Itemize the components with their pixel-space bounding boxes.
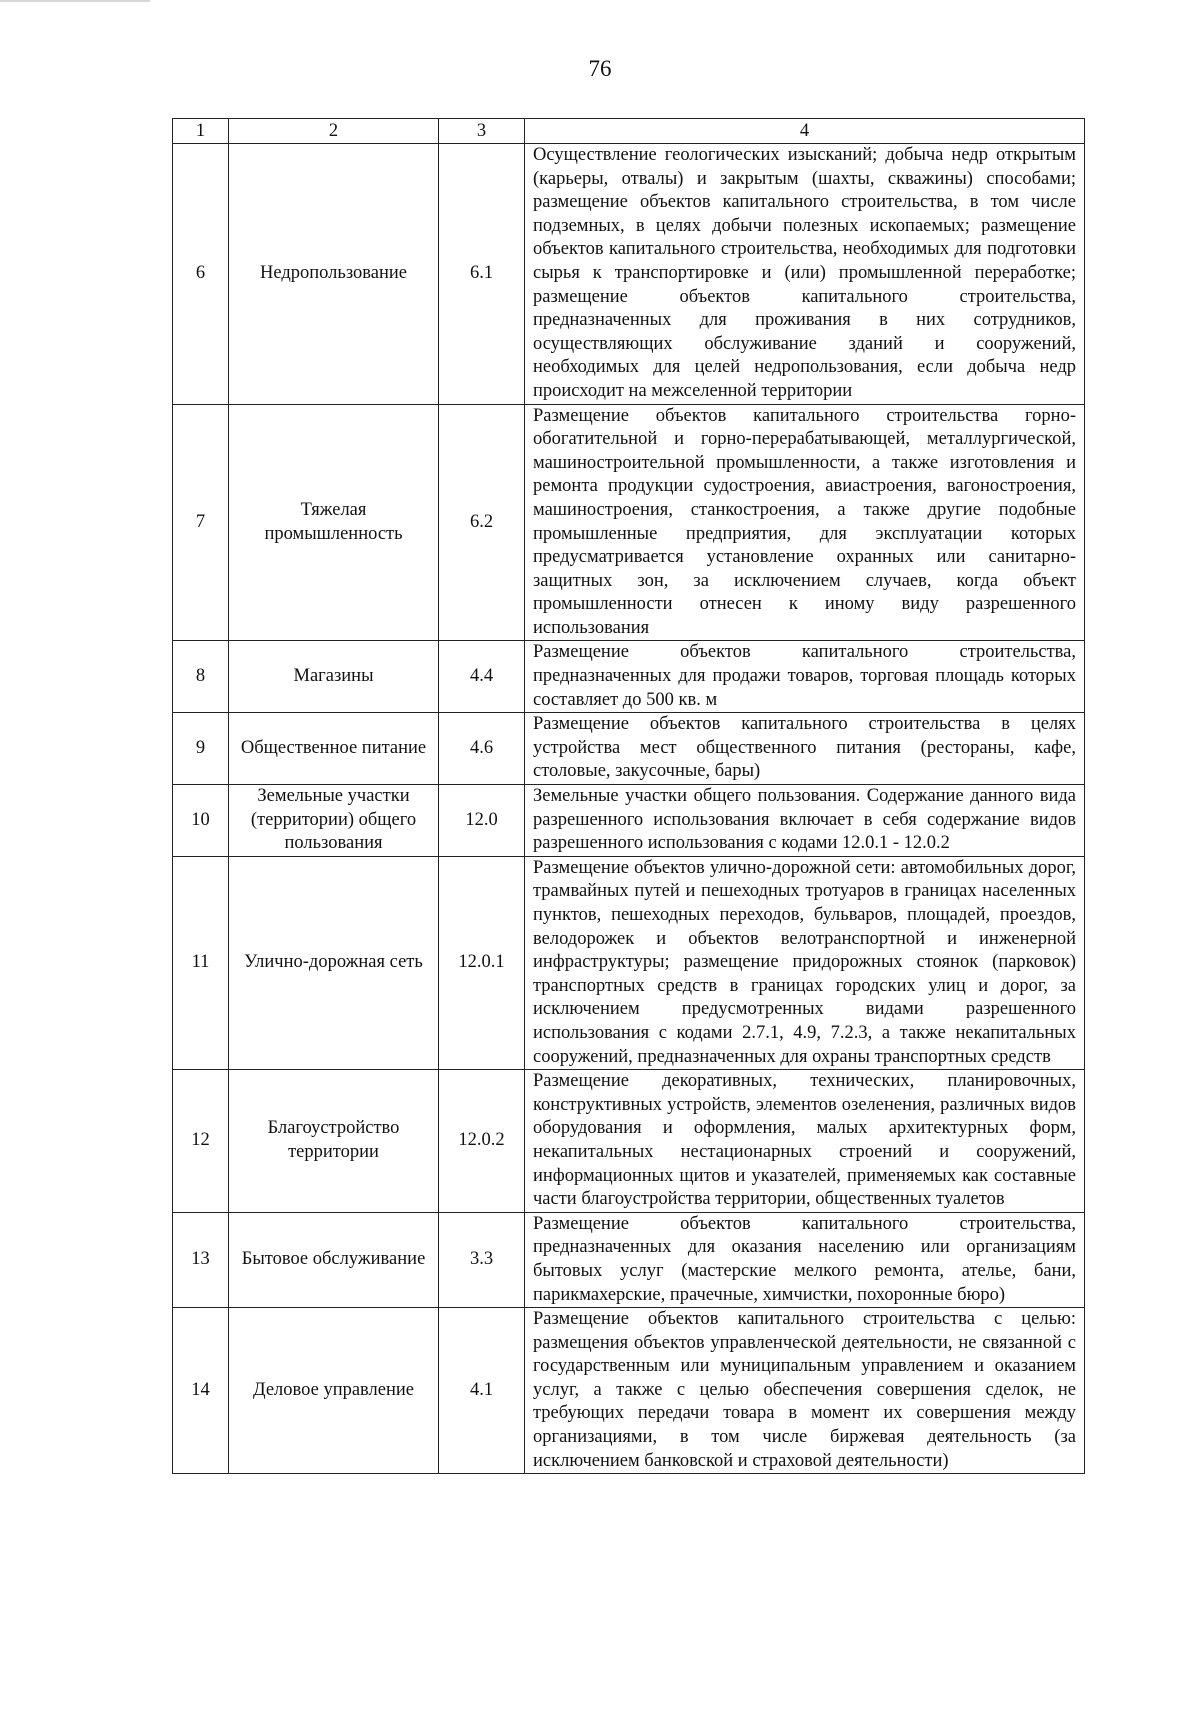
header-col-1: 1 [173, 119, 229, 144]
row-number: 8 [173, 641, 229, 713]
use-type-code: 12.0.2 [439, 1070, 525, 1213]
table-row [173, 1070, 1085, 1213]
row-number: 11 [173, 856, 229, 1069]
page-number: 76 [588, 56, 612, 81]
use-type-code: 12.0 [439, 785, 525, 857]
use-type-code: 4.6 [439, 713, 525, 785]
use-type-code: 6.2 [439, 404, 525, 641]
land-use-table [172, 118, 1085, 1474]
header-col-2: 2 [229, 119, 439, 144]
use-type-name: Деловое управление [229, 1308, 439, 1474]
scan-artifact [0, 0, 150, 2]
use-type-description: Размещение объектов капитального строительства, предназначенных для продажи товаров, торговая площадь которых составляет до 500 кв. м [525, 641, 1085, 713]
table-row [173, 641, 1085, 713]
row-number: 7 [173, 404, 229, 641]
use-type-description: Осуществление геологических изысканий; добыча недр открытым (карьеры, отвалы) и закрытым (шахты, скважины) способами; размещение объектов капитального строительства, в том числе подземных, в целях добычи полезных ископаемых; размещение объектов капитального строительства, необходимых для подготовки сырья к транспортировке и (или) промышленной переработке; размещение объектов капитального строительства, предназначенных для проживания в них сотрудников, осуществляющих обслуживание зданий и сооружений, необходимых для целей недропользования, если добыча недр происходит на межселенной территории [525, 144, 1085, 405]
use-type-code: 12.0.1 [439, 856, 525, 1069]
use-type-description: Размещение объектов капитального строительства с целью: размещения объектов управленческой деятельности, не связанной с государственным или муниципальным управлением и оказанием услуг, а также с целью обеспечения совершения сделок, не требующих передачи товара в момент их совершения между организациями, в том числе биржевая деятельность (за исключением банковской и страховой деятельности) [525, 1308, 1085, 1474]
row-number: 13 [173, 1212, 229, 1307]
use-type-name: Бытовое обслуживание [229, 1212, 439, 1307]
use-type-name: Недропользование [229, 144, 439, 405]
table-row [173, 785, 1085, 857]
use-type-description: Размещение объектов капитального строительства, предназначенных для оказания населению или организациям бытовых услуг (мастерские мелкого ремонта, ателье, бани, парикмахерские, прачечные, химчистки, похоронные бюро) [525, 1212, 1085, 1307]
use-type-description: Размещение объектов капитального строительства горно-обогатительной и горно-перерабатывающей, металлургической, машиностроительной промышленности, а также изготовления и ремонта продукции судостроения, авиастроения, вагоностроения, машиностроения, станкостроения, а также другие подобные промышленные предприятия, для эксплуатации которых предусматривается установление охранных или санитарно-защитных зон, за исключением случаев, когда объект промышленности отнесен к иному виду разрешенного использования [525, 404, 1085, 641]
use-type-name: Благоустройство территории [229, 1070, 439, 1213]
use-type-name: Магазины [229, 641, 439, 713]
table-row [173, 713, 1085, 785]
use-type-name: Земельные участки (территории) общего пользования [229, 785, 439, 857]
use-type-description: Размещение объектов улично-дорожной сети: автомобильных дорог, трамвайных путей и пешеходных тротуаров в границах населенных пунктов, пешеходных переходов, бульваров, площадей, проездов, велодорожек и объектов велотранспортной и инженерной инфраструктуры; размещение придорожных стоянок (парковок) транспортных средств в границах городских улиц и дорог, за исключением предусмотренных видами разрешенного использования с кодами 2.7.1, 4.9, 7.2.3, а также некапитальных сооружений, предназначенных для охраны транспортных средств [525, 856, 1085, 1069]
table-row [173, 1308, 1085, 1474]
use-type-name: Тяжелая промышленность [229, 404, 439, 641]
table-header-row [173, 119, 1085, 144]
use-type-description: Земельные участки общего пользования. Содержание данного вида разрешенного использования включает в себя содержание видов разрешенного использования с кодами 12.0.1 - 12.0.2 [525, 785, 1085, 857]
header-col-3: 3 [439, 119, 525, 144]
row-number: 9 [173, 713, 229, 785]
use-type-code: 3.3 [439, 1212, 525, 1307]
row-number: 10 [173, 785, 229, 857]
use-type-description: Размещение объектов капитального строительства в целях устройства мест общественного питания (рестораны, кафе, столовые, закусочные, бары) [525, 713, 1085, 785]
use-type-code: 6.1 [439, 144, 525, 405]
row-number: 12 [173, 1070, 229, 1213]
use-type-name: Улично-дорожная сеть [229, 856, 439, 1069]
use-type-code: 4.4 [439, 641, 525, 713]
header-col-4: 4 [525, 119, 1085, 144]
use-type-code: 4.1 [439, 1308, 525, 1474]
row-number: 6 [173, 144, 229, 405]
row-number: 14 [173, 1308, 229, 1474]
use-type-name: Общественное питание [229, 713, 439, 785]
table-row [173, 856, 1085, 1069]
table-row [173, 404, 1085, 641]
table-row [173, 144, 1085, 405]
table-row [173, 1212, 1085, 1307]
use-type-description: Размещение декоративных, технических, планировочных, конструктивных устройств, элементов озеленения, различных видов оборудования и оформления, малых архитектурных форм, некапитальных нестационарных строений и сооружений, информационных щитов и указателей, применяемых как составные части благоустройства территории, общественных туалетов [525, 1070, 1085, 1213]
